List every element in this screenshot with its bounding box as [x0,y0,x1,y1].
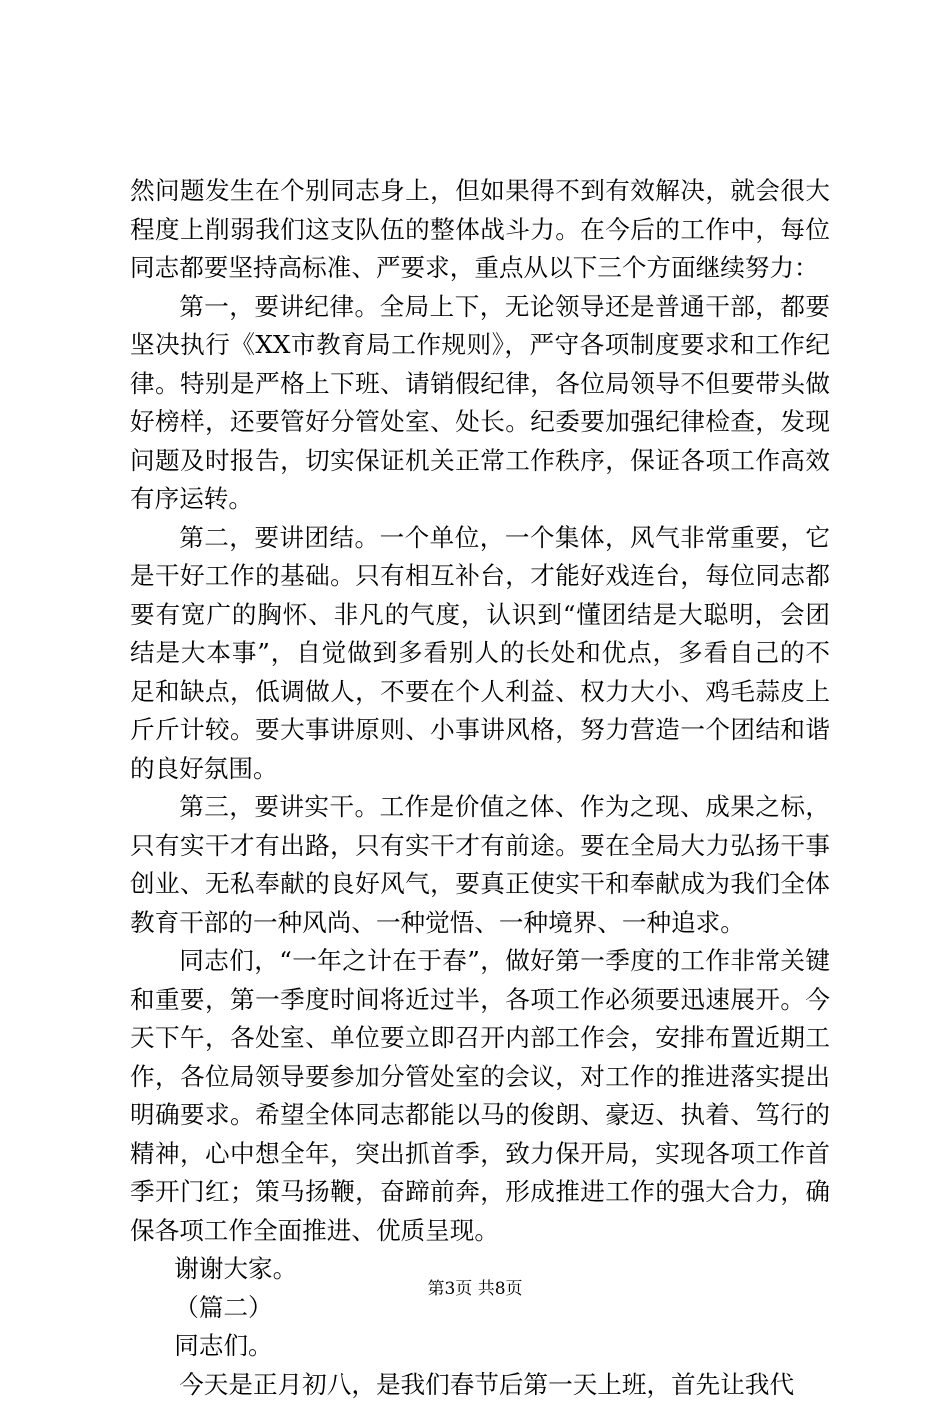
paragraph-continuation: 然问题发生在个别同志身上，但如果得不到有效解决，就会很大程度上削弱我们这支队伍的整体战斗力。在今后的工作中，每位同志都要坚持高标准、严要求，重点从以下三个方面继续努力： [130,172,830,288]
paragraph-opening: 今天是正月初八，是我们春节后第一天上班，首先让我代 [130,1366,830,1404]
section-heading-part-two: （篇二） [130,1289,830,1328]
page-number-footer: 第3页 共8页 [0,1274,950,1299]
document-body [130,172,830,1404]
paragraph-practical-work: 第三，要讲实干。工作是价值之体、作为之现、成果之标，只有实干才有出路，只有实干才有前途。要在全局大力弘扬干事创业、无私奉献的良好风气，要真正使实干和奉献成为我们全体教育干部的一种风尚、一种觉悟、一种境界、一种追求。 [130,788,830,942]
paragraph-discipline: 第一，要讲纪律。全局上下，无论领导还是普通干部，都要坚决执行《XX市教育局工作规则》，严守各项制度要求和工作纪律。特别是严格上下班、请销假纪律，各位局领导不但要带头做好榜样，还要管好分管处室、处长。纪委要加强纪律检查，发现问题及时报告，切实保证机关正常工作秩序，保证各项工作高效有序运转。 [130,288,830,519]
paragraph-thanks: 谢谢大家。 [130,1250,830,1289]
paragraph-first-quarter: 同志们，“一年之计在于春”，做好第一季度的工作非常关键和重要，第一季度时间将近过半，各项工作必须要迅速展开。今天下午，各处室、单位要立即召开内部工作会，安排布置近期工作，各位局领导要参加分管处室的会议，对工作的推进落实提出明确要求。希望全体同志都能以马的俊朗、豪迈、执着、笃行的精神，心中想全年，突出抓首季，致力保开局，实现各项工作首季开门红；策马扬鞭，奋蹄前奔，形成推进工作的强大合力，确保各项工作全面推进、优质呈现。 [130,942,830,1250]
paragraph-unity: 第二，要讲团结。一个单位，一个集体，风气非常重要，它是干好工作的基础。只有相互补台，才能好戏连台，每位同志都要有宽广的胸怀、非凡的气度，认识到“懂团结是大聪明，会团结是大本事”，自觉做到多看别人的长处和优点，多看自己的不足和缺点，低调做人，不要在个人利益、权力大小、鸡毛蒜皮上斤斤计较。要大事讲原则、小事讲风格，努力营造一个团结和谐的良好氛围。 [130,519,830,789]
paragraph-salutation: 同志们。 [130,1327,830,1366]
